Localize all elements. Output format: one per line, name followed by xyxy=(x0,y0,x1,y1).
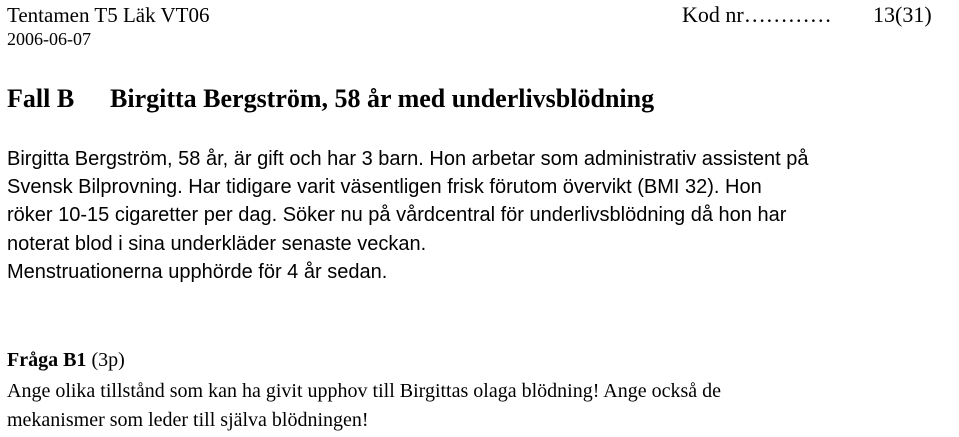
question-text-line: Ange olika tillstånd som kan ha givit upphov till Birgittas olaga blödning! Ange också de xyxy=(7,380,721,402)
case-description-line: röker 10-15 cigaretter per dag. Söker nu på vårdcentral för underlivsblödning då hon har xyxy=(7,204,787,227)
exam-title: Tentamen T5 Läk VT06 xyxy=(7,3,210,27)
question-label: Fråga B1 xyxy=(7,349,87,371)
case-description xyxy=(7,145,952,286)
case-label: Fall B xyxy=(7,84,75,113)
question-points: (3p) xyxy=(91,349,125,371)
case-title: Birgitta Bergström, 58 år med underlivsblödning xyxy=(110,84,655,113)
case-description-line: Menstruationerna upphörde för 4 år sedan. xyxy=(7,260,388,283)
code-number-field: Kod nr………… xyxy=(682,2,832,27)
question-text xyxy=(7,377,952,434)
case-description-line: noterat blod i sina underkläder senaste veckan. xyxy=(7,232,427,255)
page-number: 13(31) xyxy=(873,2,932,27)
question-heading xyxy=(7,347,125,373)
case-description-line: Birgitta Bergström, 58 år, är gift och har 3 barn. Hon arbetar som administrativ assistent på xyxy=(7,148,809,170)
question-text-line: mekanismer som leder till själva blödningen! xyxy=(7,408,369,431)
exam-date: 2006-06-07 xyxy=(7,29,91,49)
case-description-line: Svensk Bilprovning. Har tidigare varit väsentligen frisk förutom övervikt (BMI 32). Hon xyxy=(7,176,762,199)
